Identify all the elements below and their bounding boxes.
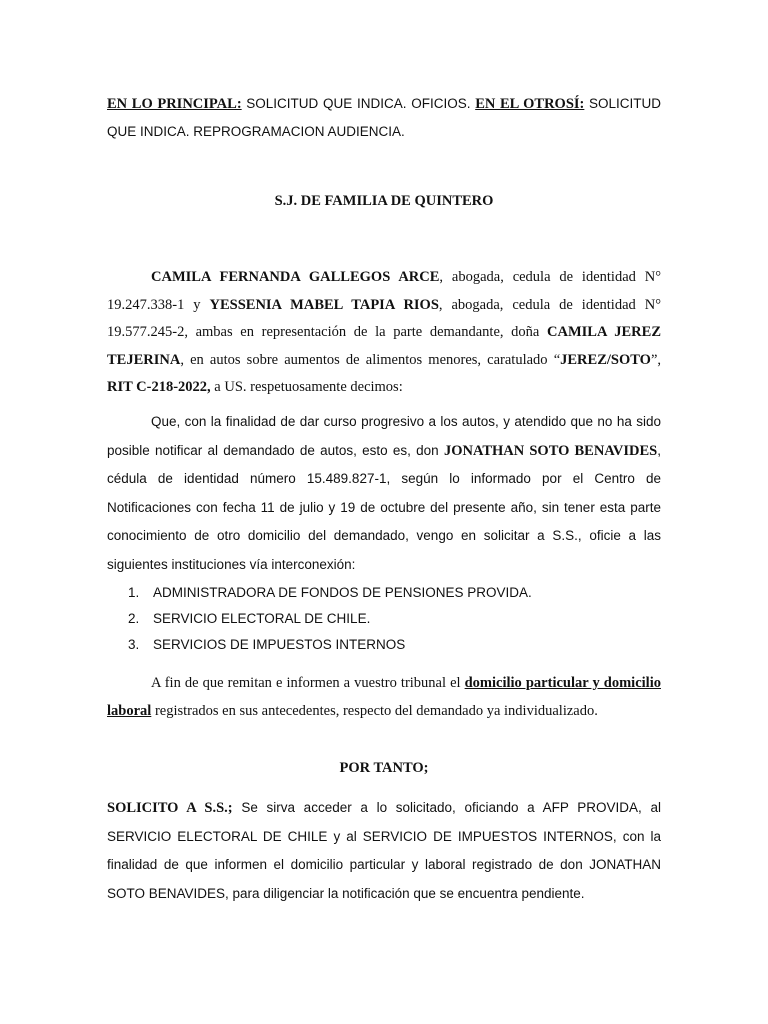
otrosi-label: EN EL OTROSÍ: <box>475 96 585 112</box>
principal-label: EN LO PRINCIPAL: <box>107 96 242 112</box>
case-caption: JEREZ/SOTO <box>560 351 651 368</box>
institutions-list <box>107 580 661 658</box>
list-item-text: SERVICIO ELECTORAL DE CHILE. <box>153 611 371 626</box>
lawyer-name-2: YESSENIA MABEL TAPIA RIOS <box>209 296 439 313</box>
intro-text-3: , en autos sobre aumentos de alimentos menores, caratulado “ <box>180 351 561 368</box>
intro-text-4: ”, <box>650 351 661 368</box>
intro-text-5: a US. respetuosamente decimos: <box>210 379 403 395</box>
principal-text: SOLICITUD QUE INDICA. OFICIOS. <box>246 96 471 111</box>
sumilla <box>107 90 661 146</box>
list-item <box>107 580 661 606</box>
por-tanto-heading: POR TANTO; <box>339 760 429 776</box>
list-number: 3. <box>128 637 140 652</box>
body-paragraph-2 <box>107 670 661 725</box>
list-number: 2. <box>128 611 140 626</box>
intro-text-1: , abogada, cedula de identidad N° 19.247.338-1 y <box>107 269 662 313</box>
case-rit: RIT C-218-2022, <box>107 379 211 395</box>
list-item-text: ADMINISTRADORA DE FONDOS DE PENSIONES PROVIDA. <box>153 585 532 600</box>
list-item <box>107 632 661 658</box>
petition-paragraph <box>107 794 661 908</box>
list-number: 1. <box>128 585 140 600</box>
document-body <box>107 90 662 901</box>
plaintiff-name: CAMILA JEREZ TEJERINA <box>107 324 661 368</box>
domicile-emphasis: domicilio particular y domicilio laboral <box>107 675 661 719</box>
body2-text-1: A fin de que remitan e informen a vuestro tribunal el <box>151 675 465 691</box>
intro-text-2: , abogada, cedula de identidad N° 19.577.245-2, ambas en representación de la parte demandante, doña <box>107 296 661 340</box>
list-item-text: SERVICIOS DE IMPUESTOS INTERNOS <box>153 637 406 652</box>
lawyer-name-1: CAMILA FERNANDA GALLEGOS ARCE <box>151 269 440 285</box>
petition-text: Se sirva acceder a lo solicitado, oficiando a AFP PROVIDA, al SERVICIO ELECTORAL DE CHILE y al SERVICIO DE IMPUESTOS INTERNOS, con la finalidad de que informen el domicilio particular y laboral registrado de don JONATHAN SOTO BENAVIDES, para diligenciar la notificación que se encuentra pendiente. <box>107 800 661 901</box>
list-item <box>107 606 661 632</box>
defendant-name: JONATHAN SOTO BENAVIDES <box>443 442 658 459</box>
petition-label: SOLICITO A S.S.; <box>107 800 233 816</box>
body-paragraph-1 <box>107 408 661 579</box>
body2-text-2: registrados en sus antecedentes, respecto del demandado ya individualizado. <box>151 702 598 719</box>
body1-text-2: , cédula de identidad número 15.489.827-1, según lo informado por el Centro de Notificaciones con fecha 11 de julio y 19 de octubre del presente año, sin tener esta parte conocimiento de otro domicilio del demandado, vengo en solicitar a S.S., oficie a las siguientes instituciones vía interconexión: <box>107 442 662 572</box>
body1-text-1: Que, con la finalidad de dar curso progresivo a los autos, y atendido que no ha sido posible notificar al demandado de autos, esto es, don <box>107 414 661 458</box>
court-title: S.J. DE FAMILIA DE QUINTERO <box>274 193 494 209</box>
intro-paragraph <box>107 264 661 402</box>
otrosi-text: SOLICITUD QUE INDICA. REPROGRAMACION AUDIENCIA. <box>107 96 661 139</box>
